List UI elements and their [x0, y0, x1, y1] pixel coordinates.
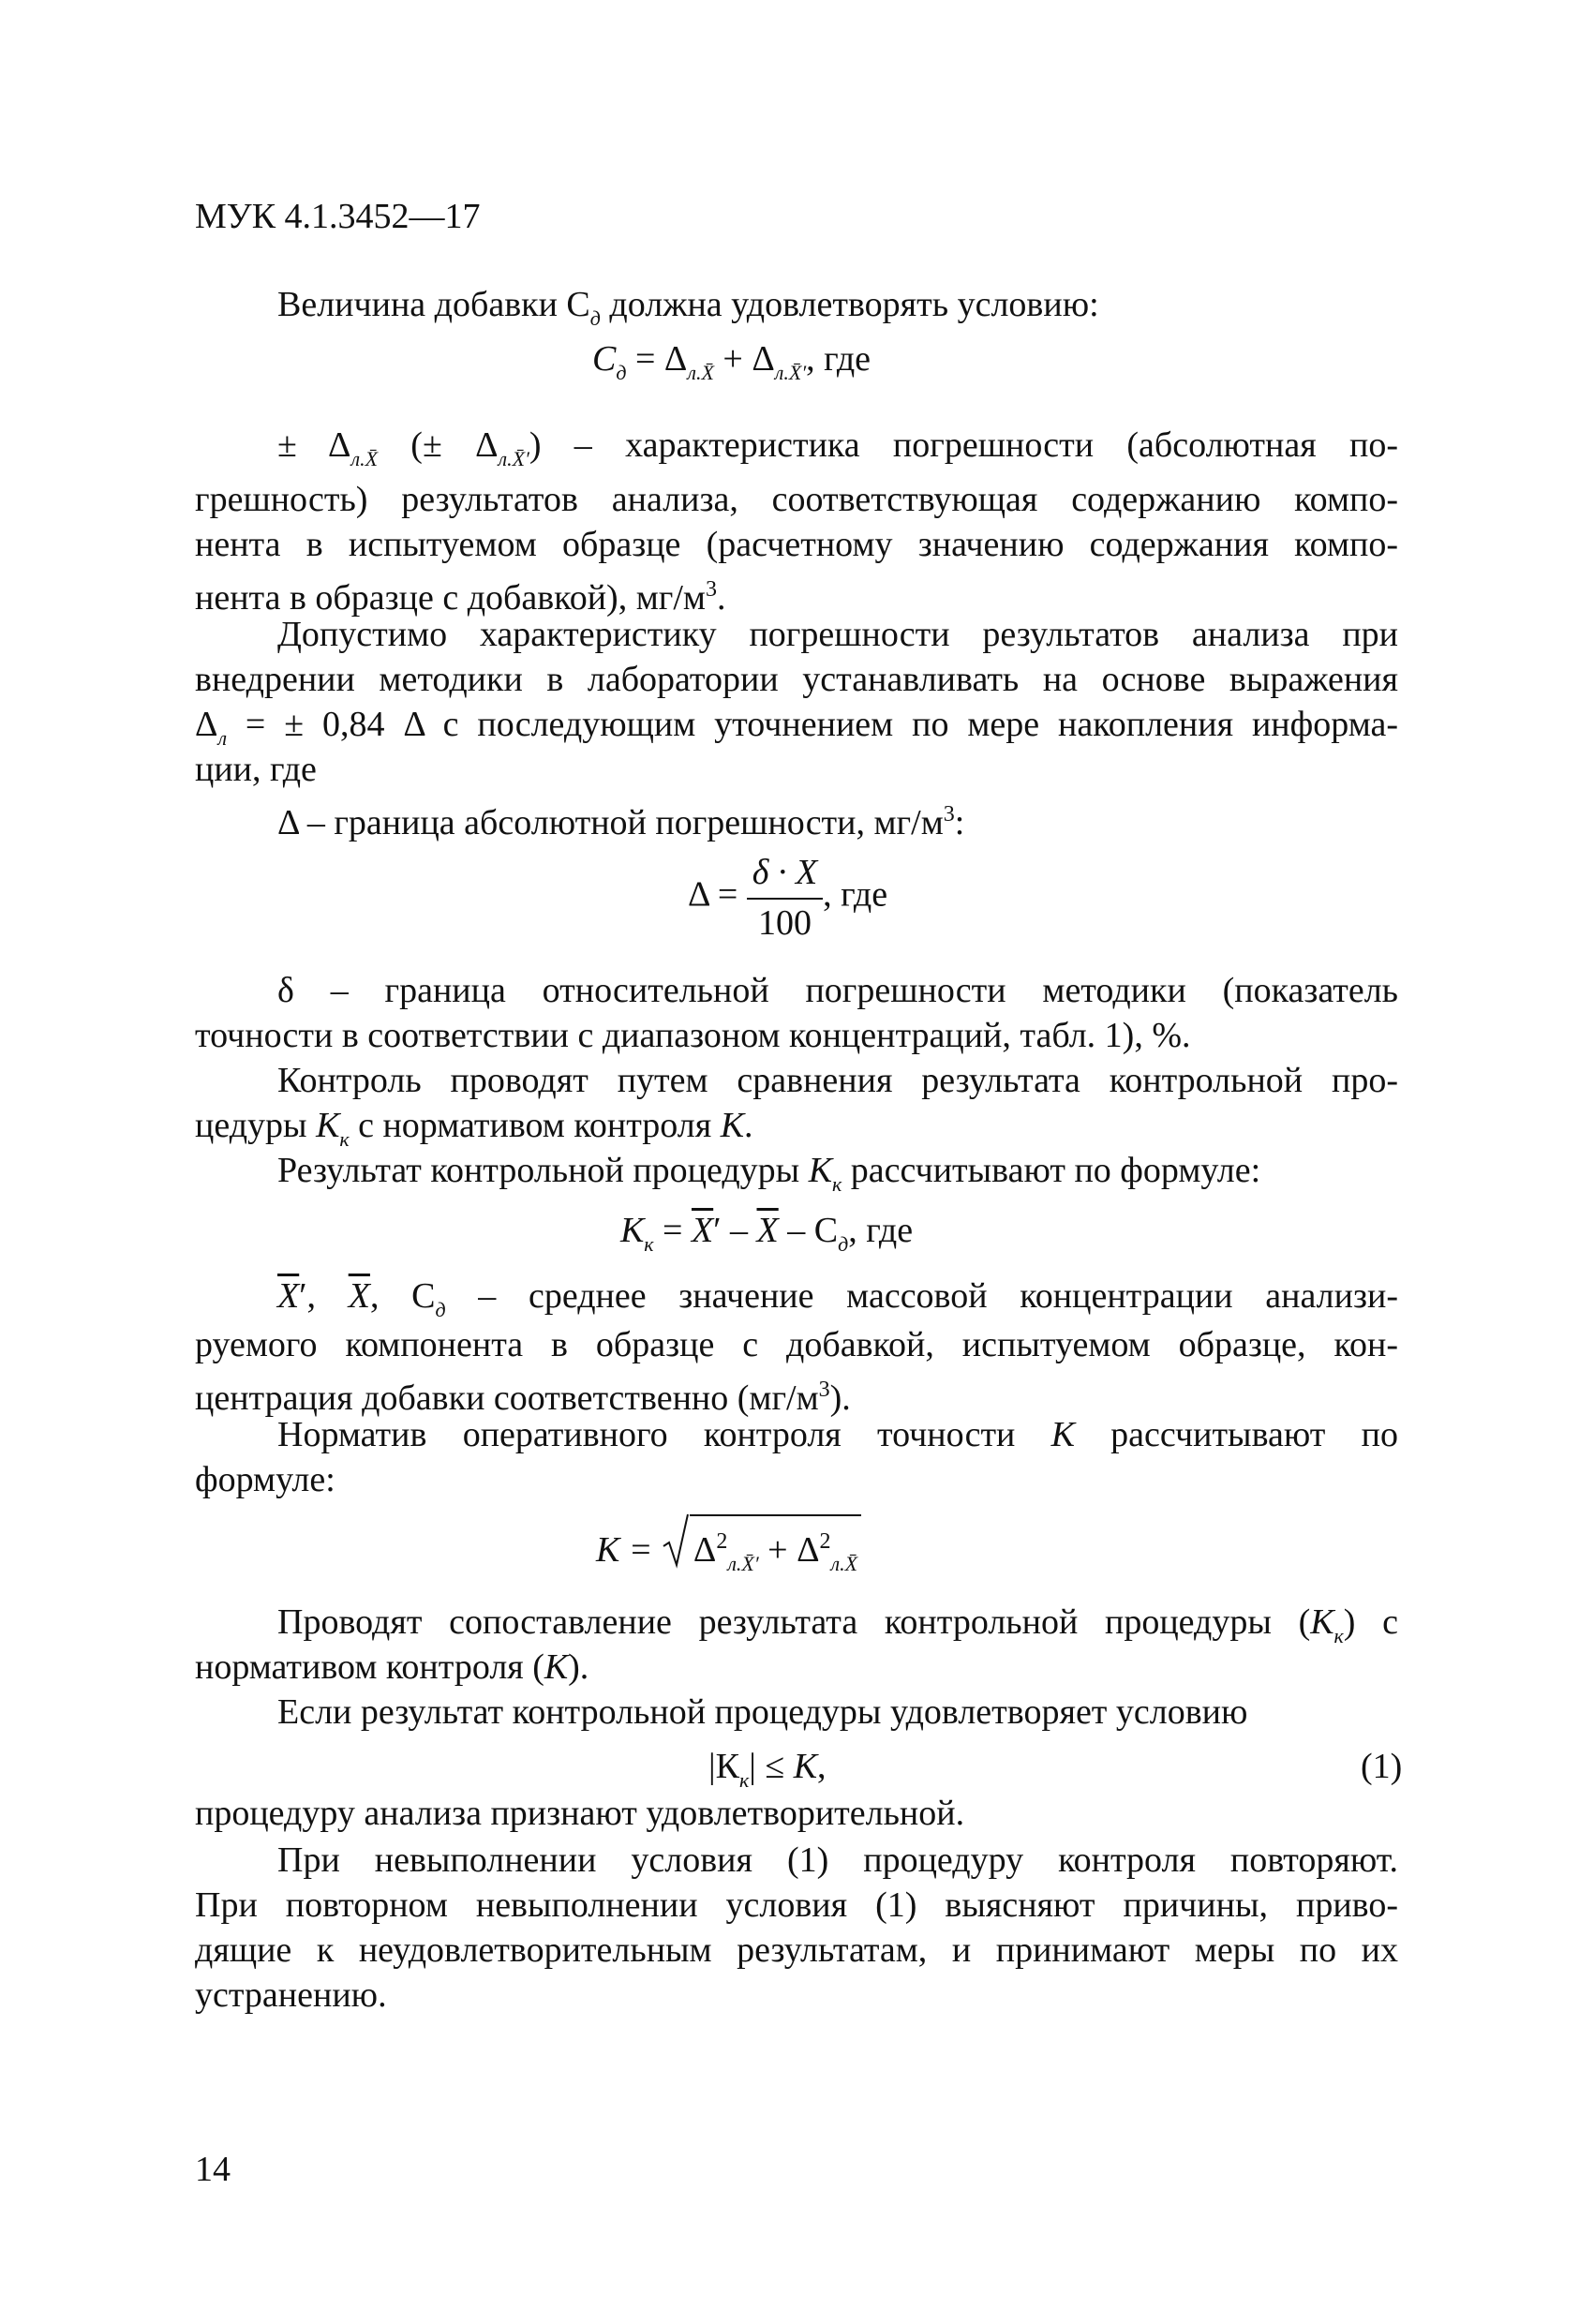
- paragraph-permissible-line3: $\Delta_л$ = ± 0,84 Δ с последующим уточнением по мере накопления информа-: [195, 705, 1398, 750]
- fraction: $\frac{\delta \cdot X}{100}$: [747, 851, 823, 945]
- paragraph-error-characteristic-line1: ± $\Delta_{л.X̄}$ (± $\Delta_{л.X̄'}$) – характеристика погрешности (абсолютная по-: [277, 425, 1398, 470]
- paragraph-norm-line2: формуле:: [195, 1460, 335, 1499]
- paragraph-condition-intro: Если результат контрольной процедуры удовлетворяет условию: [277, 1692, 1248, 1732]
- paragraph-mean-values-line1: $\overline{X}'$, $\overline{X}$, $С_д$ – среднее значение массовой концентрации анализи-: [277, 1276, 1398, 1321]
- paragraph-control-line1: Контроль проводят путем сравнения результата контрольной про-: [277, 1061, 1398, 1100]
- page-header: МУК 4.1.3452—17: [195, 197, 481, 236]
- paragraph-relative-error-line2: точности в соответствии с диапазоном концентраций, табл. 1), %.: [195, 1016, 1191, 1055]
- paragraph-comparison-line2: нормативом контроля (К).: [195, 1647, 589, 1687]
- paragraph-failure-line4: устранению.: [195, 1975, 387, 2015]
- paragraph-comparison-line1: Проводят сопоставление результата контрольной процедуры $(К_к)$ с: [277, 1602, 1398, 1647]
- paragraph-mean-values-line2: руемого компонента в образце с добавкой, испытуемом образце, кон-: [195, 1325, 1398, 1364]
- paragraph-control-line2: цедуры $К_к$ с нормативом контроля К.: [195, 1106, 753, 1151]
- equation-number: (1): [1361, 1747, 1403, 1786]
- paragraph-satisfactory: процедуру анализа признают удовлетворительной.: [195, 1794, 965, 1833]
- paragraph-permissible-line2: внедрении методики в лаборатории устанавливать на основе выражения: [195, 660, 1398, 699]
- paragraph-error-characteristic-line4: нента в образце с добавкой), $мг/м^3$.: [195, 577, 726, 618]
- paragraph-error-characteristic-line2: грешность) результатов анализа, соответствующая содержанию компо-: [195, 480, 1398, 519]
- paragraph-mean-values-line3: центрация добавки соответственно $(мг/м^3)$.: [195, 1378, 851, 1418]
- paragraph-control-result: Результат контрольной процедуры $К_к$ рассчитывают по формуле:: [277, 1151, 1261, 1196]
- paragraph-failure-line3: дящие к неудовлетворительным результатам, и принимают меры по их: [195, 1930, 1398, 1970]
- paragraph-permissible-line4: ции, где: [195, 750, 317, 789]
- paragraph-additive-intro: Величина добавки $С_д$ должна удовлетворять условию:: [277, 285, 1099, 330]
- formula-norm: К = $\Delta^2_{л.X̄'} + \Delta^2_{л.X̄}$: [596, 1514, 861, 1586]
- paragraph-norm-line1: Норматив оперативного контроля точности К рассчитывают по: [277, 1415, 1398, 1454]
- formula-additive: $С_д = \Delta_{л.X̄} + \Delta_{л.X̄'}$, где: [592, 339, 871, 384]
- paragraph-permissible-line1: Допустимо характеристику погрешности результатов анализа при: [277, 615, 1398, 654]
- formula-absolute-error: Δ = $\frac{\delta \cdot X}{100}$ , где: [688, 853, 888, 943]
- page-number: 14: [195, 2150, 231, 2189]
- paragraph-failure-line1: При невыполнении условия (1) процедуру контроля повторяют.: [277, 1840, 1398, 1880]
- radical-sign-icon: [662, 1512, 690, 1569]
- paragraph-relative-error-line1: δ – граница относительной погрешности методики (показатель: [277, 971, 1398, 1010]
- formula-control-procedure: $К_к = \overline{X}' - \overline{X} - С_д$, где: [620, 1211, 914, 1256]
- paragraph-failure-line2: При повторном невыполнении условия (1) выясняют причины, приво-: [195, 1885, 1398, 1925]
- paragraph-error-characteristic-line3: нента в испытуемом образце (расчетному значению содержания компо-: [195, 525, 1398, 564]
- formula-condition: $|К_к| \le К$,: [708, 1747, 827, 1792]
- paragraph-absolute-error-definition: Δ – граница абсолютной погрешности, $мг/м^3$:: [277, 802, 965, 842]
- square-root: $\Delta^2_{л.X̄'} + \Delta^2_{л.X̄}$: [662, 1514, 861, 1586]
